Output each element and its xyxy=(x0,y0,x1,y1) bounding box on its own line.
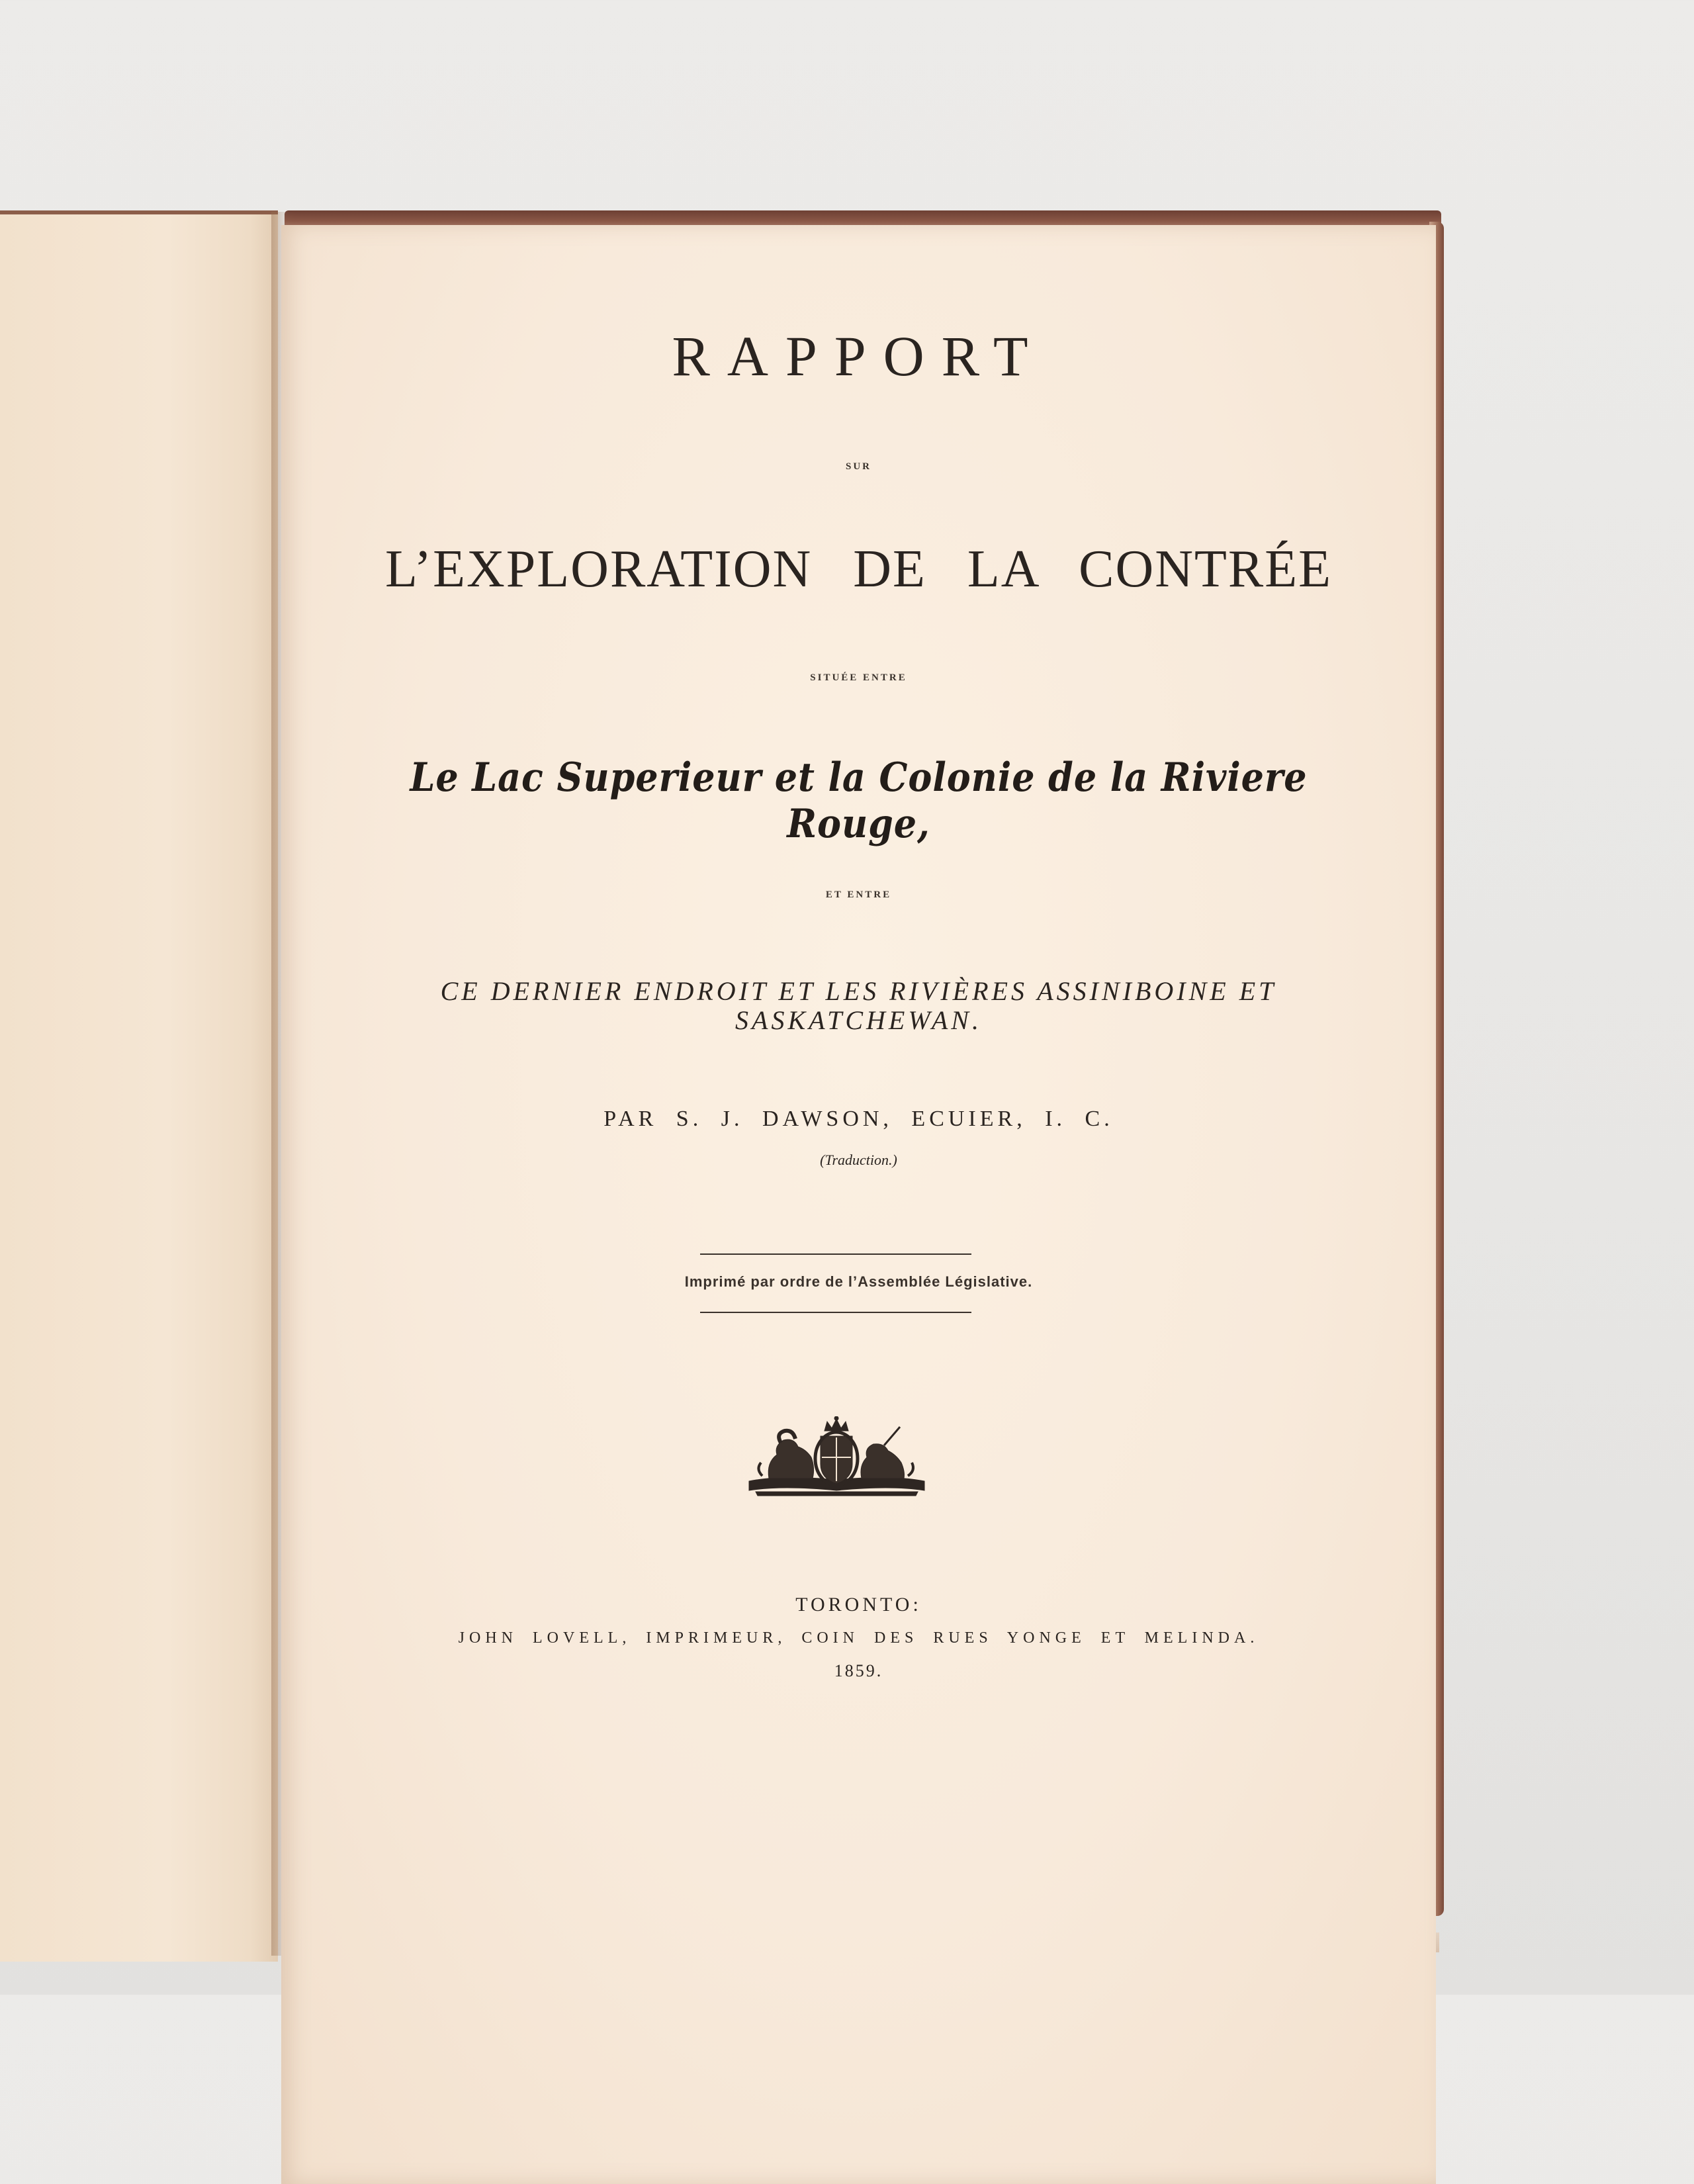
imprint-note: Imprimé par ordre de l’Assemblée Législative. xyxy=(684,1273,1033,1290)
connector-et-entre: ET ENTRE xyxy=(825,889,892,900)
rule-top xyxy=(700,1253,971,1255)
author-line: PAR S. J. DAWSON, ECUIER, I. C. xyxy=(603,1107,1114,1131)
heading-exploration: L’EXPLORATION DE LA CONTRÉE xyxy=(385,540,1332,598)
imprint-city: TORONTO: xyxy=(795,1594,922,1615)
page-title: RAPPORT xyxy=(672,324,1046,388)
blackletter-subtitle: Le Lac Superieur et la Colonie de la Riviere Rouge, xyxy=(410,754,1308,847)
translation-note: (Traduction.) xyxy=(820,1152,897,1168)
rule-bottom xyxy=(700,1312,971,1313)
italic-subtitle-line-2: SASKATCHEWAN. xyxy=(735,1005,982,1035)
connector-sur: SUR xyxy=(845,461,871,472)
imprint-publisher: JOHN LOVELL, IMPRIMEUR, COIN DES RUES YONGE ET MELINDA. xyxy=(458,1629,1259,1647)
imprint-year: 1859. xyxy=(834,1661,883,1680)
italic-subtitle-line-1: CE DERNIER ENDROIT ET LES RIVIÈRES ASSINIBOINE ET xyxy=(440,976,1277,1006)
royal-coat-of-arms-icon xyxy=(742,1416,931,1498)
title-page xyxy=(281,225,1436,2184)
connector-situee-entre: SITUÉE ENTRE xyxy=(810,672,907,683)
left-page xyxy=(0,210,278,1962)
